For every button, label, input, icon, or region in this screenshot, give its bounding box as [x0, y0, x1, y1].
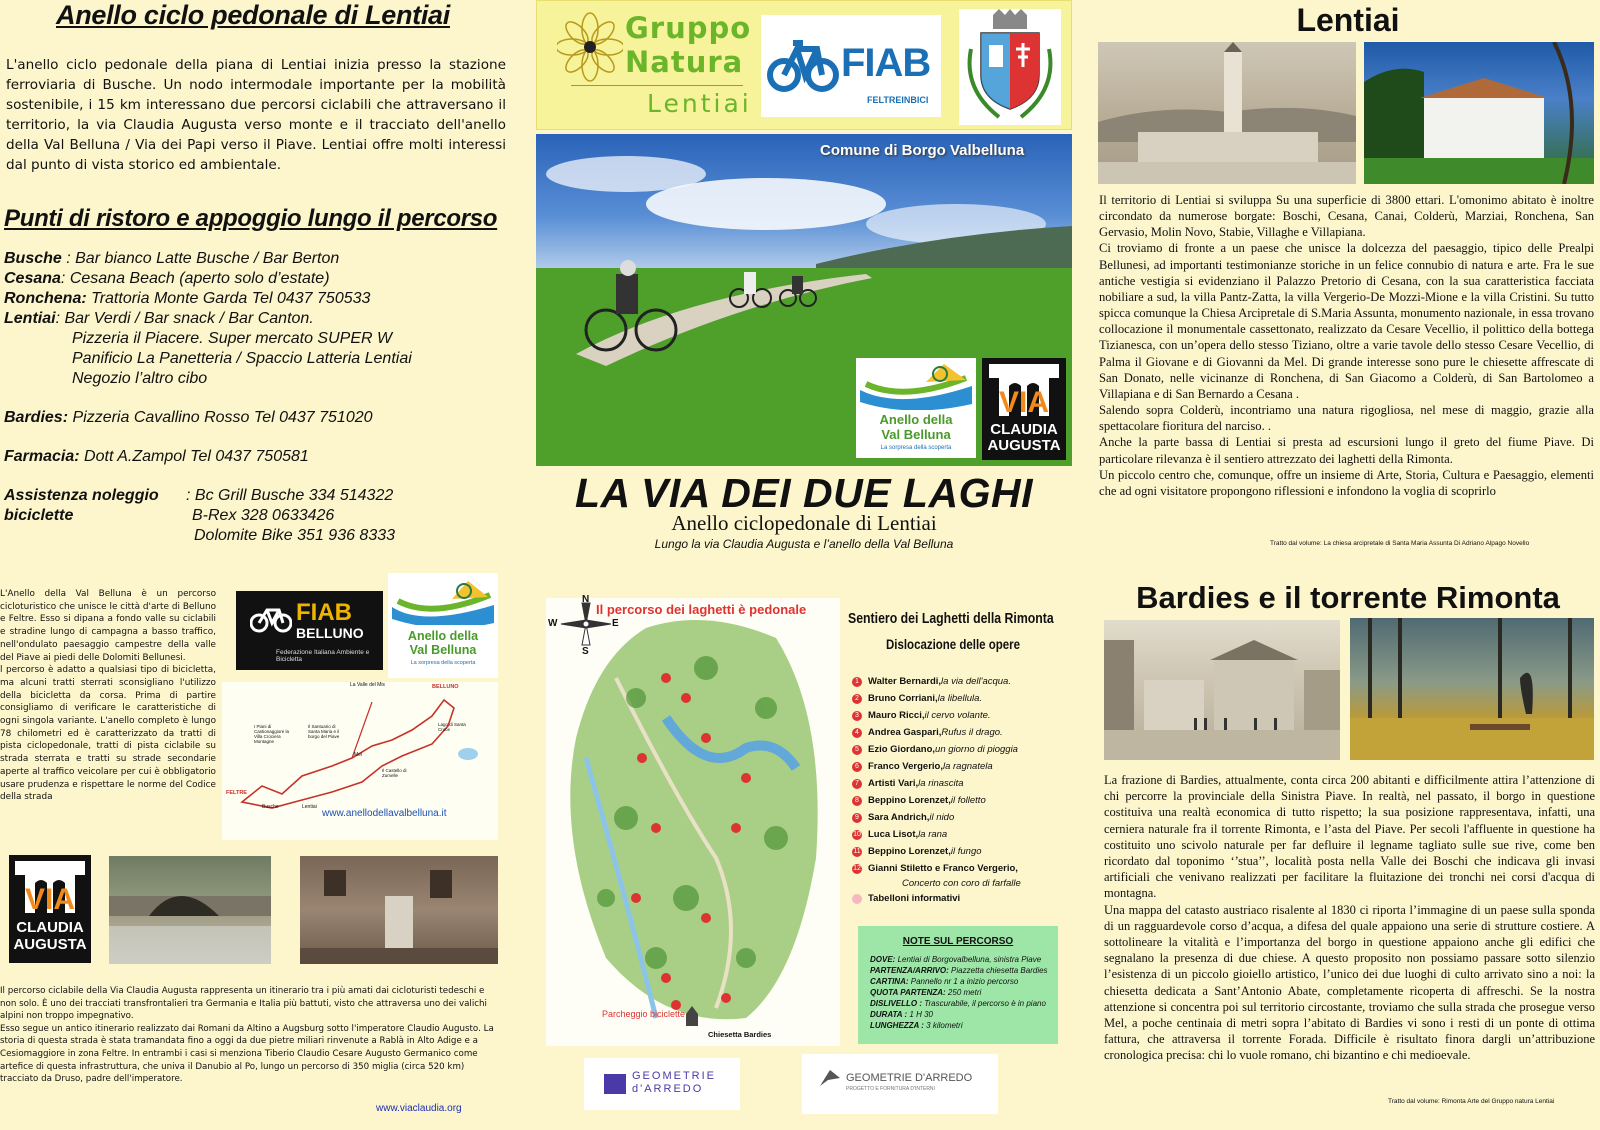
map-label: I Piani di Castionaggiore la Villa Crociera Montagne — [254, 724, 290, 744]
lentiai-paragraph: Il territorio di Lentiai si sviluppa Su una superficie di 3800 ettari. L'omonimo abitato è inoltre circondato da numerose borgate: Boschi, Cesana, Canai, Colderù, Marziai, Ronchena, San Gervasio, Molin Novo, Stabie, Villaghe e Villapiana. — [1099, 193, 1594, 240]
bardies-text — [1104, 772, 1595, 1064]
valbelluna-map — [222, 682, 498, 840]
map-label: BELLUNO — [432, 684, 459, 690]
fiab-sub: FELTREINBICI — [867, 95, 929, 105]
map-label: Busche — [262, 804, 279, 810]
crest-icon — [959, 9, 1061, 125]
lentiai-paragraph: Anche la parte bassa di Lentiai si presta ad escursioni lungo il greto del fiume Piave. Di particolare rilevanza è il sentiero attrezzato dei laghetti della Rimonta. — [1099, 435, 1594, 466]
flower-icon — [557, 11, 623, 83]
opera-item: 12 Gianni Stiletto e Franco Vergerio, — [853, 863, 1018, 874]
noleggio-item: Dolomite Bike 351 936 8333 — [194, 527, 396, 544]
rimonta-photo — [1350, 618, 1594, 760]
anello-line2: Val Belluna — [409, 643, 477, 657]
geo1-line1: GEOMETRIE — [632, 1070, 717, 1082]
note-title: NOTE SUL PERCORSO — [902, 936, 1014, 947]
map-label: Il Santuario di Santa Maria e il borgo del Piave — [308, 724, 340, 739]
geo1-line2: d'ARREDO — [632, 1083, 704, 1095]
note-row: LUNGHEZZA : 3 kilometri — [870, 1021, 963, 1030]
via-logo-letters: VIA — [998, 386, 1050, 416]
map-label: Il Castello di Zumelle — [382, 768, 407, 778]
note-row: QUOTA PARTENZA: 250 metri — [870, 988, 982, 997]
geometrie-square-icon — [604, 1074, 626, 1094]
ristoro-item: Cesana: Cesana Beach (aperto solo d’estate) — [4, 270, 330, 287]
compass-w: W — [548, 618, 558, 629]
via-claudia-logo — [982, 358, 1066, 460]
fiab-desc: Federazione Italiana Ambiente e Bicicletta — [276, 649, 370, 663]
note-row: CARTINA: Pannello nr 1 a inizio percorso — [870, 977, 1019, 986]
chair-icon — [818, 1066, 842, 1090]
map-label: FELTRE — [226, 790, 247, 796]
compass-s: S — [582, 646, 589, 657]
claudia-text: Il percorso ciclabile della Via Claudia Augusta rappresenta un itinerario tra i più amati dai cicloturisti tedeschi e non solo. È uno dei tracciati transfrontalieri tra Germania e Italia più battuti, visto che attraversa uno dei valichi alpini non troppo impegnativo. Esso segue un antico itinerario realizzato dai Romani da Altino a Augsburg sotto l'imperatore Claudio Augusto. La storia di questa strada è stata tramandata fino a oggi da due pietre miliari rinvenute a Rablà in Alto Adige e a Cesiomaggiore in zona Feltre. In entrambi i casi si menziona Tiberio Claudio Cesare Augusto Germanico come artefice di questa infrastruttura, che univa il Danubio al Po, lungo un percorso di 350 miglia (circa 520 km) tracciato da Druso, padre dell'imperatore. — [0, 986, 494, 1085]
note-row: DURATA : 1 H 30 — [870, 1010, 933, 1019]
opera-item-cont: Concerto con coro di farfalle — [902, 878, 1021, 889]
via-line1: CLAUDIA — [990, 421, 1058, 438]
lentiai-paragraph: Un piccolo centro che, comunque, offre un insieme di Arte, Storia, Cultura e Paesaggio, elementi che ad ogni visitatore propongono riflessioni e infondono la voglia di scoprirlo — [1099, 467, 1594, 498]
map-label: Lentiai — [302, 804, 317, 810]
compass-n: N — [582, 594, 590, 605]
map-drawing — [546, 598, 840, 1046]
note-box — [858, 926, 1058, 1044]
opera-item: 11 Beppino Lorenzet, il fungo — [853, 846, 982, 857]
ristoro-item: Ronchena: Trattoria Monte Garda Tel 0437 750533 — [4, 290, 371, 307]
tagline: Lungo la via Claudia Augusta e l’anello della Val Belluna — [654, 537, 954, 551]
opera-item: 5 Ezio Giordano, un giorno di pioggia — [852, 741, 1062, 758]
note-row: DISLIVELLO : Trascurabile, il percorso è in piano — [870, 999, 1046, 1008]
fiab-belluno-logo — [236, 591, 383, 670]
gruppo-line3: Lentiai — [647, 89, 752, 118]
bardies-paragraph: Una mappa del catasto austriaco risalente al 1830 ci riporta l’immagine di un paese sulla sponda di un ragguardevole corso d’acqua, a difesa del quale appaiono una serie di strutture costiere. A sottolineare la vitalità e l’importanza del borgo in questione appaiono anche gli edifici che segnalano la presenza di due chiese. A questo proposito non possiamo passare sotto silenzio l’esistenza di un piccolo gioiello artistico, l’unico dei due luoghi di culto arrivato sino a noi: la chiesetta dedicata a Sant’Antonio Abate, completamente ricoperta di affreschi. Se la nostra attenzione si concentra poi sul territorio circostante, troviamo che sulla strada che prosegue verso Mel, a poche centinaia di metri sopra l’abitato di Bardies vi sono i resti di un ponte di ottima fattura, che attraversa il torrente Forada. Difficile è risultato finora dargli un’attribuzione cronologica precisa: chi lo vuole romano, chi bizantino e chi medioevale. — [1104, 902, 1595, 1063]
geometrie-logo-2 — [802, 1054, 998, 1114]
lentiai-text — [1099, 192, 1594, 499]
bardies-credit: Tratto dal volume: Rimonta Arte del Gruppo natura Lentiai — [1388, 1098, 1555, 1105]
anello-valbelluna-logo — [388, 573, 498, 678]
fiab-title: FIAB — [296, 599, 352, 626]
opera-item: 4 Andrea Gaspari, Rufus il drago. — [852, 724, 1062, 741]
via-line2: AUGUSTA — [13, 936, 87, 953]
noleggio-list — [186, 486, 446, 546]
geometrie-logo-1 — [584, 1058, 740, 1110]
ristoro-title: Punti di ristoro e appoggio lungo il percorso — [4, 205, 498, 232]
note-row: DOVE: Lentiai di Borgovalbelluna, sinistra Piave — [870, 955, 1042, 964]
gruppo-line1: Gruppo — [625, 11, 752, 45]
bridge-photo — [109, 856, 271, 964]
fiab-title: FIAB — [841, 41, 931, 85]
via-logo-letters: VIA — [24, 883, 76, 913]
map-label: La Valle del Mis — [350, 682, 385, 688]
sentiero-title: Sentiero dei Laghetti della Rimonta — [848, 610, 1054, 627]
ristoro-item: Pizzeria il Piacere. Super mercato SUPER W — [72, 330, 393, 347]
opera-item: 8 Beppino Lorenzet, il folletto — [852, 792, 1062, 809]
map-label: Lago di Santa Croce — [438, 722, 466, 732]
interior-photo — [300, 856, 498, 964]
map-label: Mel — [354, 752, 363, 758]
tabelloni-item: Tabelloni informativi — [852, 890, 1062, 907]
bicycle-icon — [250, 605, 292, 633]
lentiai-title: Lentiai — [1296, 2, 1400, 38]
hills-icon — [860, 360, 972, 410]
anello-valbelluna-logo — [856, 358, 976, 458]
bicycle-icon — [767, 37, 839, 93]
map-title: Il percorso dei laghetti è pedonale — [596, 602, 807, 617]
opera-item: 3 Mauro Ricci, il cervo volante. — [852, 707, 1062, 724]
lentiai-paragraph: Ci troviamo di fronte a un paese che unisce la dolcezza del paesaggio, tipico delle Prealpi Bellunesi, ad importanti testimonianze storiche in un felice connubio di natura e arte. Fra le sue antiche vestigia si evidenziano il Palazzo Pretorio di Cesana, con la sua caratteristica facciata nobiliare a sud, la villa Pantz-Zatta, la villa Vergerio-De Mozzi-Mione e la villa Cristini. Su tutto spicca comunque la Chiesa Arcipretale di S.Maria Assunta, monumento nazionale, in essa trovano collocazione il monumentale cassettonato, realizzato da Cesare Vecellio, il polittico della bottega Tizianesca, con un’opera dello stesso Tiziano, oltre a varie tavole dello stesso Cesare Vecellio, di Palma il Giovane e di Giovanni da Mel. Di grande interesse sono pure le chiesette affrescate di San Donato, nelle vicinanze di Ronchena, di San Giacomo a Colderù, di San Bartolomeo a Villapiana e di San Bernardo a Cesana . — [1099, 241, 1594, 401]
note-row: PARTENZA/ARRIVO: Piazzetta chiesetta Bardies — [870, 966, 1048, 975]
compass-e: E — [612, 618, 619, 629]
via-claudia-logo — [9, 855, 91, 963]
opera-item: 2 Bruno Corriani, la libellula. — [852, 690, 1062, 707]
opera-item: 10 Luca Lisot, la rana — [853, 829, 948, 840]
anello-tag: La sorpresa della scoperta — [410, 660, 476, 666]
gruppo-line2: Natura — [625, 45, 744, 79]
opera-item: 6 Franco Vergerio, la ragnatela — [852, 758, 1062, 775]
opera-item: 7 Artisti Vari, la rinascita — [852, 775, 1062, 792]
ristoro-item-farmacia: Farmacia: Dott A.Zampol Tel 0437 750581 — [4, 448, 309, 465]
laghetti-map — [546, 594, 840, 1046]
geo2-line2: PROGETTO E FORNITURA D'INTERNI — [846, 1086, 935, 1092]
lentiai-credit: Tratto dal volume: La chiesa arcipretale di Santa Maria Assunta Di Adriano Alpago Novello — [1270, 540, 1530, 547]
arches-icon — [989, 364, 1059, 416]
via-line2: AUGUSTA — [987, 437, 1061, 454]
via-line1: CLAUDIA — [16, 919, 84, 936]
parcheggio-label: Parcheggio biciclette — [602, 1009, 686, 1019]
anello-line1: Anello della — [879, 412, 953, 427]
ristoro-list — [4, 249, 509, 467]
opera-item: 9 Sara Andrich, il nido — [852, 809, 1062, 826]
main-title: LA VIA DEI DUE LAGHI — [575, 470, 1033, 516]
opera-item: 1 Walter Bernardi, la via dell'acqua. — [852, 673, 1062, 690]
anello-line1: Anello della — [407, 629, 479, 643]
fiab-sub: BELLUNO — [296, 625, 364, 641]
bardies-old-photo — [1104, 620, 1340, 760]
ristoro-item: Panificio La Panetteria / Spaccio Latteria Lentiai — [72, 350, 412, 367]
valbelluna-link[interactable]: www.anellodellavalbelluna.it — [322, 808, 447, 819]
lentiai-church-photo — [1098, 42, 1356, 184]
comune-label: Comune di Borgo Valbelluna — [820, 142, 1025, 159]
opere-list — [852, 673, 1062, 907]
fiab-feltre-logo — [761, 15, 941, 117]
anello-intro-text: L'anello ciclo pedonale della piana di Lentiai inizia presso la stazione ferroviaria di Busche. Un nodo intermodale importante per la mobilità sostenibile, i 15 km interessano due percorsi ciclabili che attraversano il territorio, la via Claudia Augusta verso monte e il tracciato dell'anello della Val Belluna / Via dei Papi verso il Piave. Lentiai offre molti interessi dal punto di vista storico ed ambientale. — [6, 57, 506, 173]
bardies-paragraph: La frazione di Bardies, attualmente, conta circa 200 abitanti e difficilmente attira l’attenzione di chi percorre la provinciale della Sinistra Piave. In realtà, nel passato, il borgo in questione costituiva una realtà economica di tutto rispetto; la sua posizione rappresentava, infatti, una cerniera naturale fra il torrente Rimonta, e l’asta del Piave. Per secoli l'affluente in questione ha costituito uno scivolo naturale per far defluire il legname tagliato sulle sue rive, come ben ricordato dal toponimo ‘’stua’’, località posta nella Valle dei Boschi che indicava gli invasi artificiali che venivano realizzati per facilitare la fluitazione dei tronchi nei corsi d'acqua di montagna. — [1104, 773, 1595, 901]
ristoro-item: Lentiai: Bar Verdi / Bar snack / Bar Canton. — [4, 310, 314, 327]
hero-photo — [536, 134, 1072, 466]
noleggio-label: Assistenza noleggio biciclette — [4, 487, 159, 524]
noleggio-item: B-Rex 328 0633426 — [192, 507, 335, 524]
hills-icon — [392, 575, 494, 625]
viaclaudia-link[interactable]: www.viaclaudia.org — [376, 1103, 462, 1114]
lentiai-villa-photo — [1364, 42, 1594, 184]
section-title-anello: Anello ciclo pedonale di Lentiai — [56, 0, 450, 30]
logo-banner — [536, 0, 1072, 130]
subtitle: Anello ciclopedonale di Lentiai — [671, 511, 937, 535]
geo2-line1: GEOMETRIE D'ARREDO — [846, 1072, 973, 1084]
lentiai-paragraph: Salendo sopra Colderù, incontriamo una natura rigogliosa, nel mese di maggio, grazie alla spettacolare fioritura del narciso. . — [1099, 403, 1594, 434]
ristoro-item-bardies: Bardies: Pizzeria Cavallino Rosso Tel 0437 751020 — [4, 409, 373, 426]
ristoro-item: Negozio l’altro cibo — [72, 370, 208, 387]
arches-icon — [15, 861, 85, 913]
anello-line2: Val Belluna — [881, 427, 951, 442]
chiesetta-label: Chiesetta Bardies — [708, 1030, 772, 1039]
ristoro-item: Busche : Bar bianco Latte Busche / Bar Berton — [4, 250, 340, 267]
anello-tag: La sorpresa della scoperta — [880, 445, 952, 451]
valbelluna-text: L'Anello della Val Belluna è un percorso cicloturistico che unisce le città d'arte di Belluno e Feltre. Esso si dipana a fondo valle su ciclabili e stradine lungo di campagna a basso traffico, nell'ondulato paesaggio campestre della valle del Piave ai piedi delle Dolomiti Bellunesi. l percorso è adatto a qualsiasi tipo di bicicletta, ma alcuni tratti sterrati sconsigliano l'utilizzo della bicicletta da corsa. Prima di partire consigliamo di verificare le caratteristiche di ogni singola variante. L'anello completo è lungo 78 chilometri ed è caratterizzato da tratti di pista ciclopedonale, tratti di pista ciclabile su strada sterrata e tratti su strade secondarie aperte al traffico veicolare per cui è obbligatorio usare prudenza e rispettare le norme del Codice della strada — [0, 589, 216, 803]
noleggio-item: : Bc Grill Busche 334 514322 — [186, 487, 394, 504]
coat-of-arms — [959, 9, 1061, 125]
dislocazione-title: Dislocazione delle opere — [886, 636, 1020, 652]
bardies-title: Bardies e il torrente Rimonta — [1136, 580, 1560, 615]
